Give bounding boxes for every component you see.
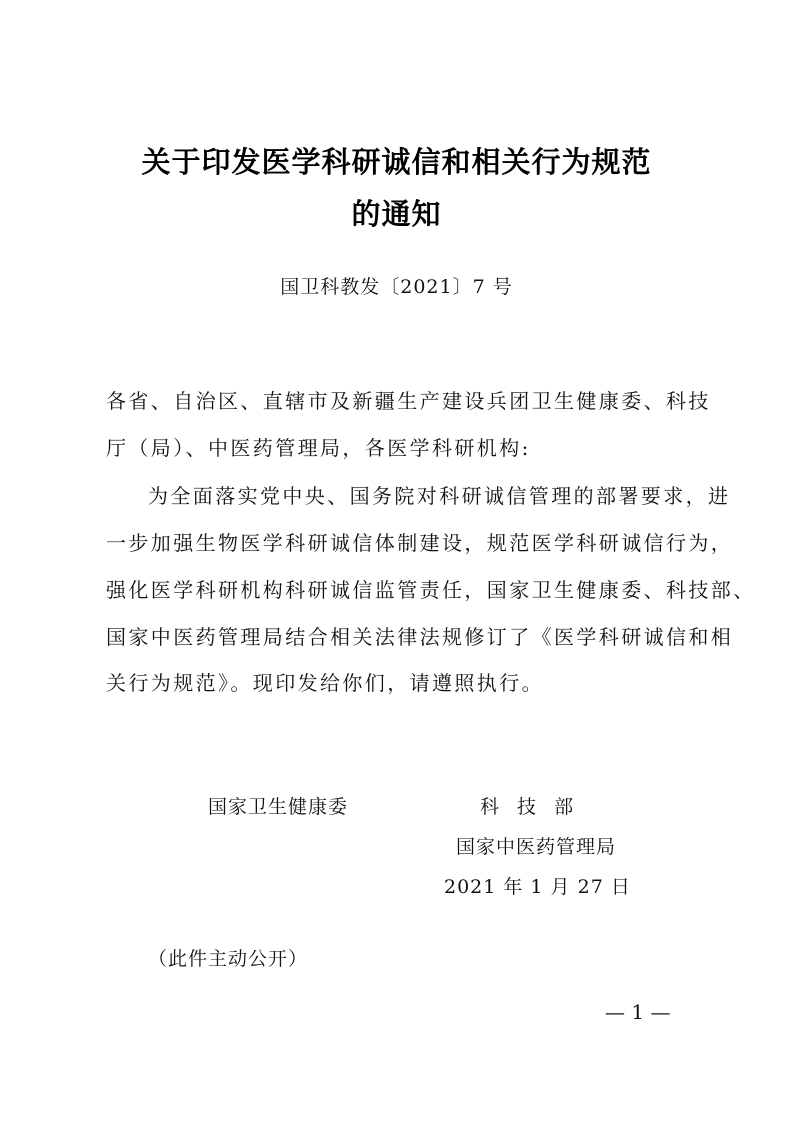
document-title-line-1: 关于印发医学科研诚信和相关行为规范 <box>141 145 652 179</box>
body-line-1: 为全面落实党中央、国务院对科研诚信管理的部署要求，进 <box>148 484 731 508</box>
body-line-4: 国家中医药管理局结合相关法律法规修订了《医学科研诚信和相 <box>106 625 734 649</box>
document-number: 国卫科教发〔2021〕7 号 <box>280 276 513 298</box>
signatory-ministry-of-science: 科 技 部 <box>480 796 580 818</box>
issue-date: 2021 年 1 月 27 日 <box>444 876 631 898</box>
page-number: — 1 — <box>605 1000 671 1024</box>
disclosure-note: （此件主动公开） <box>148 948 309 970</box>
document-title-line-2: 的通知 <box>351 197 442 231</box>
body-line-5: 关行为规范》。现印发给你们，请遵照执行。 <box>106 671 544 695</box>
addressee-line-1: 各省、自治区、直辖市及新疆生产建设兵团卫生健康委、科技 <box>106 389 711 413</box>
signatory-tcm-administration: 国家中医药管理局 <box>456 836 617 858</box>
signatory-health-commission: 国家卫生健康委 <box>208 796 349 818</box>
addressee-line-2: 厅（局）、中医药管理局，各医学科研机构: <box>106 436 531 460</box>
body-line-3: 强化医学科研机构科研诚信监管责任，国家卫生健康委、科技部、 <box>106 578 756 602</box>
body-line-2: 一步加强生物医学科研诚信体制建设，规范医学科研诚信行为， <box>106 531 734 555</box>
